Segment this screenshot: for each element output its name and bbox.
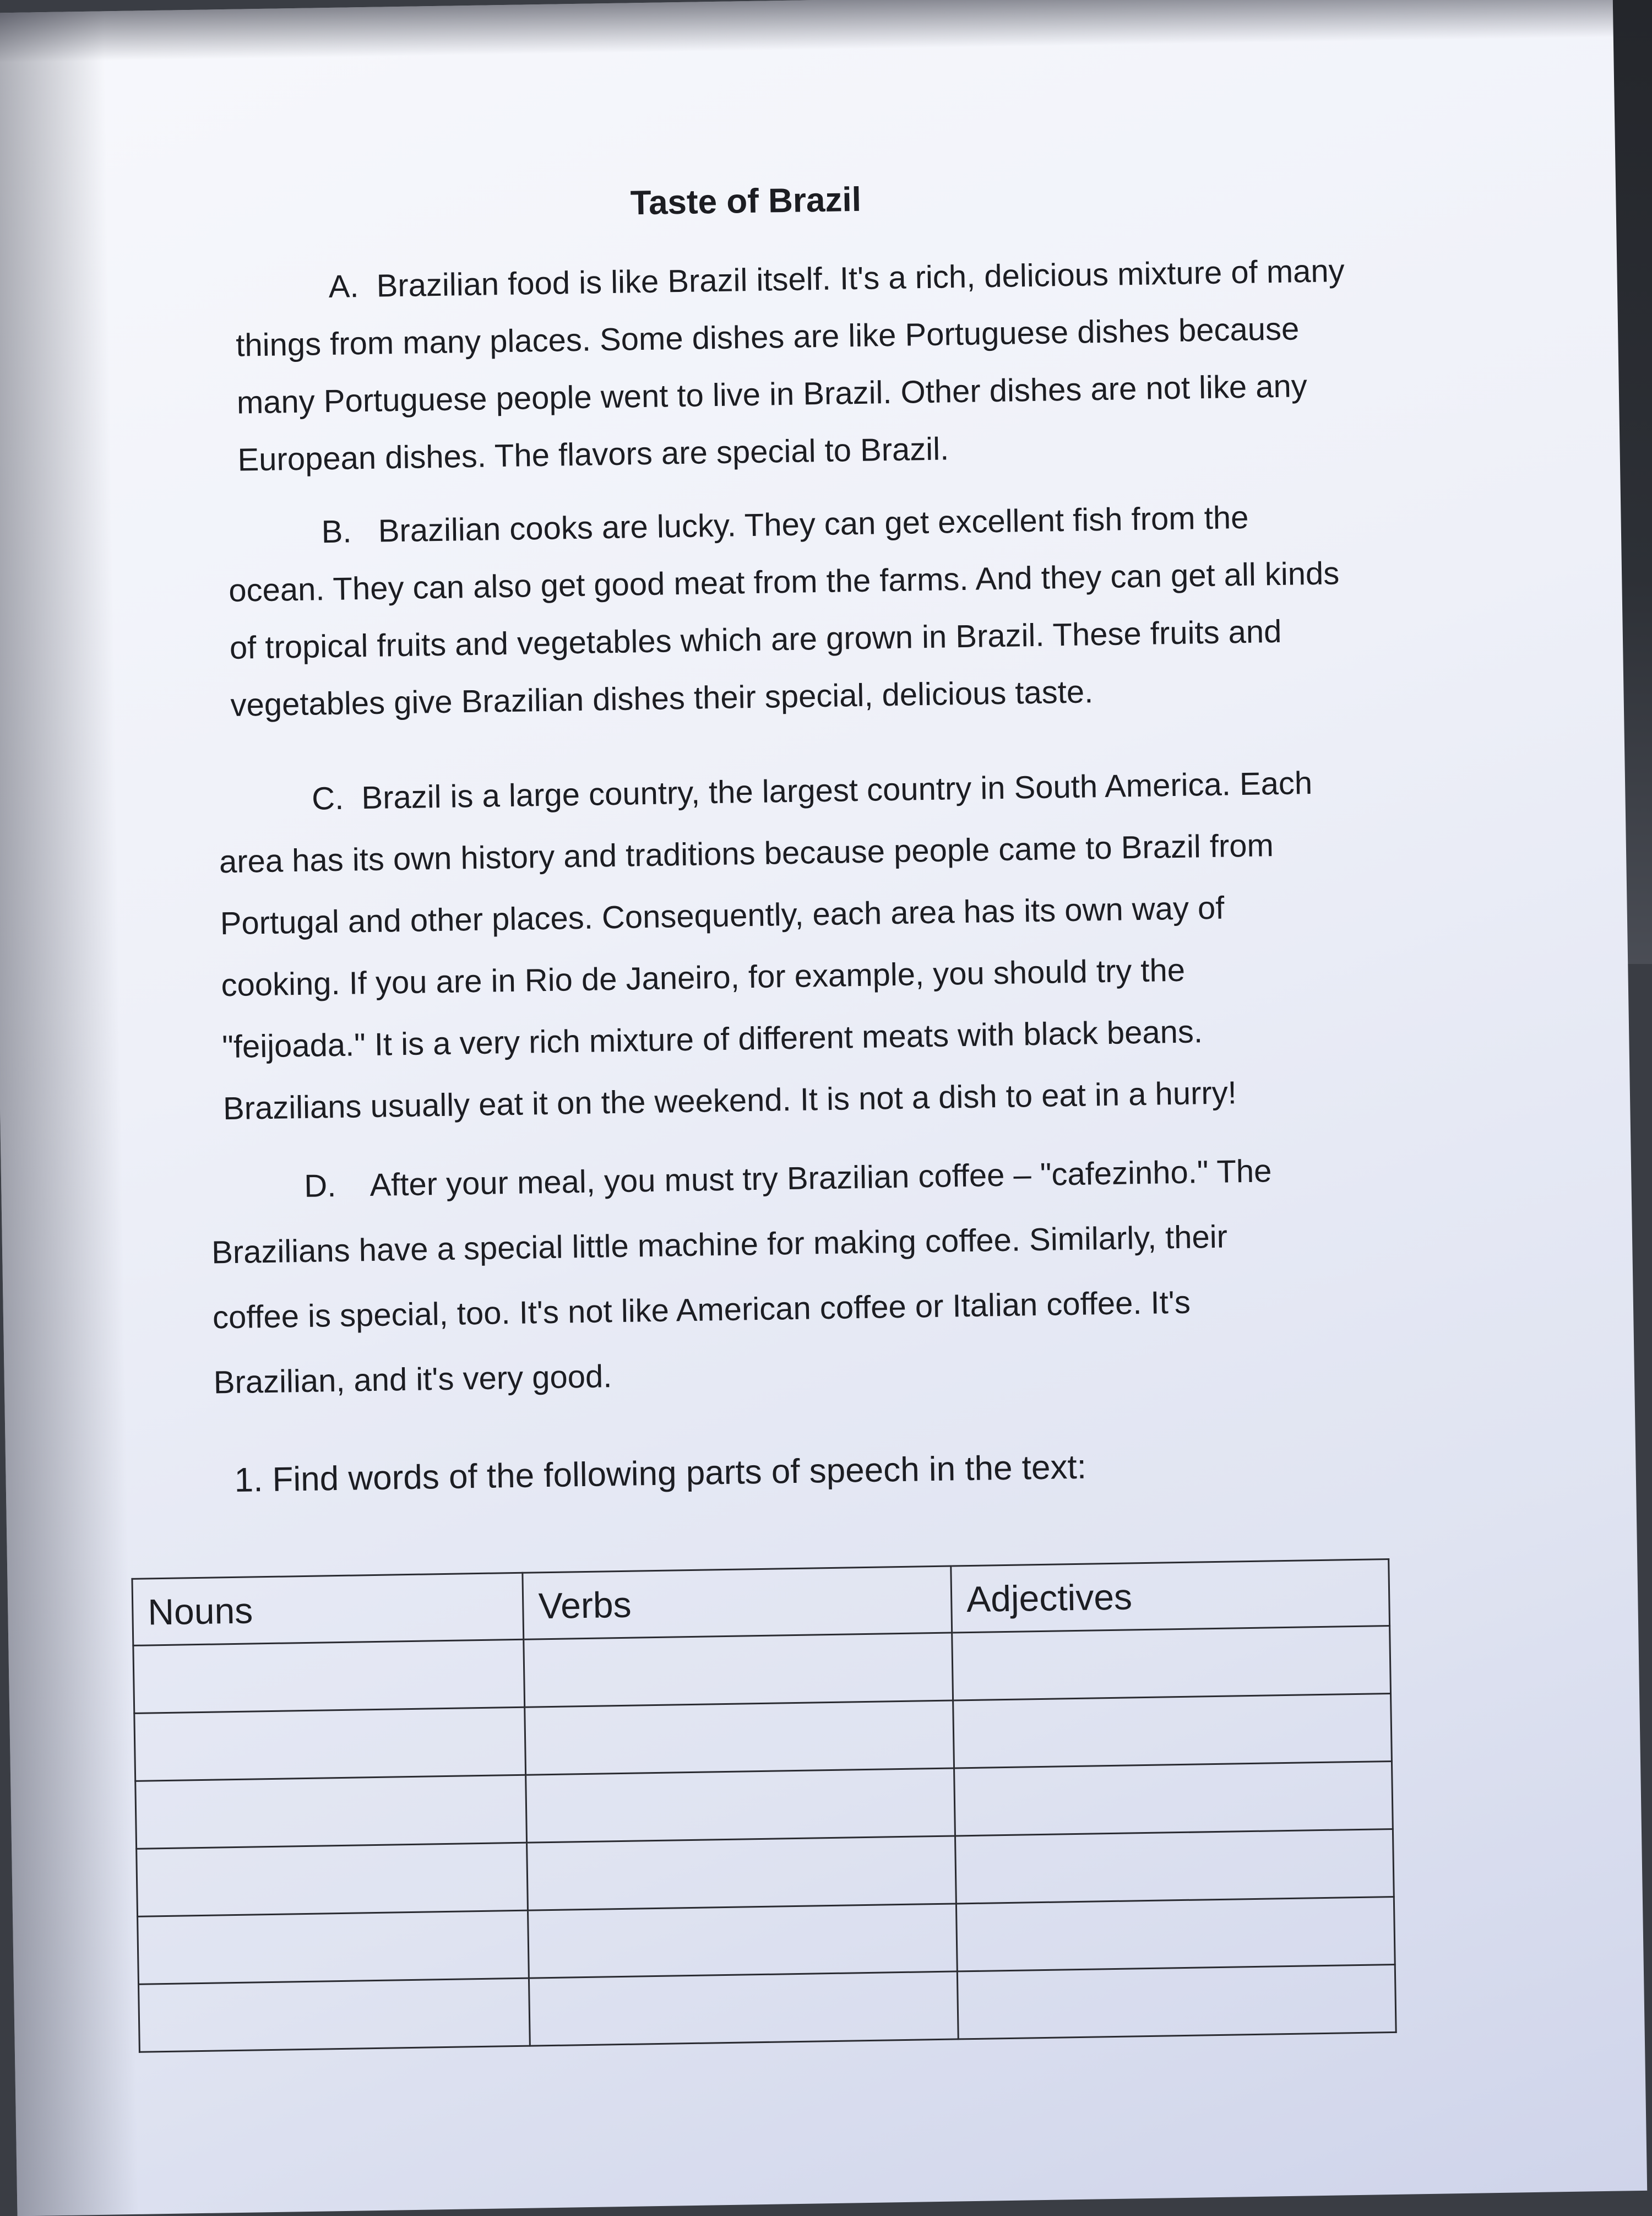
paragraph-c-line-2: area has its own history and traditions because people came to Brazil from bbox=[219, 827, 1274, 880]
paragraph-b-label: B. bbox=[321, 513, 352, 550]
paragraph-a-line-2: things from many places. Some dishes are like Portuguese dishes because bbox=[235, 311, 1300, 364]
table-body bbox=[133, 1626, 1396, 2052]
paragraph-d-line-1: D. After your meal, you must try Brazilian coffee – "cafezinho." The bbox=[303, 1153, 1272, 1204]
answer-cell-verbs[interactable] bbox=[528, 1904, 957, 1978]
header-adjectives: Adjectives bbox=[951, 1559, 1390, 1633]
paragraph-c bbox=[218, 751, 1401, 1140]
paragraph-b bbox=[227, 487, 1393, 734]
answer-cell-verbs[interactable] bbox=[526, 1768, 955, 1843]
answer-cell-nouns[interactable] bbox=[137, 1843, 528, 1916]
paragraph-c-line-6: Brazilians usually eat it on the weekend. It is not a dish to eat in a hurry! bbox=[222, 1075, 1237, 1127]
parts-of-speech-table bbox=[131, 1558, 1396, 2053]
paragraph-c-line-1: C. Brazil is a large country, the largest country in South America. Each bbox=[311, 765, 1313, 817]
worksheet-title: Taste of Brazil bbox=[630, 180, 862, 223]
answer-cell-adjectives[interactable] bbox=[953, 1694, 1392, 1768]
answer-cell-nouns[interactable] bbox=[139, 1978, 530, 2052]
paragraph-d bbox=[210, 1136, 1409, 1415]
paragraph-d-label: D. bbox=[303, 1167, 336, 1204]
sheet-shadow-top bbox=[0, 0, 1613, 63]
answer-cell-nouns[interactable] bbox=[133, 1639, 525, 1713]
paragraph-b-line-2: ocean. They can also get good meat from the farms. And they can get all kinds bbox=[228, 555, 1340, 609]
answer-cell-nouns[interactable] bbox=[138, 1910, 529, 1984]
paragraph-b-line-4: vegetables give Brazilian dishes their special, delicious taste. bbox=[230, 674, 1094, 723]
paragraph-b-line-1: B. Brazilian cooks are lucky. They can get excellent fish from the bbox=[321, 499, 1249, 550]
answer-cell-adjectives[interactable] bbox=[955, 1829, 1394, 1903]
answer-cell-nouns[interactable] bbox=[135, 1775, 527, 1849]
paragraph-c-line-3: Portugal and other places. Consequently, each area has its own way of bbox=[220, 890, 1225, 942]
paragraph-c-label: C. bbox=[311, 780, 344, 817]
paragraph-a-label: A. bbox=[328, 268, 359, 305]
paragraph-d-line-4: Brazilian, and it's very good. bbox=[213, 1358, 612, 1401]
answer-cell-adjectives[interactable] bbox=[954, 1762, 1393, 1836]
answer-cell-adjectives[interactable] bbox=[957, 1964, 1396, 2039]
answer-cell-verbs[interactable] bbox=[524, 1633, 953, 1707]
paragraph-a-line-3: many Portuguese people went to live in Brazil. Other dishes are not like any bbox=[236, 368, 1308, 421]
answer-cell-verbs[interactable] bbox=[525, 1700, 954, 1775]
answer-cell-verbs[interactable] bbox=[529, 1971, 958, 2046]
paragraph-a bbox=[235, 242, 1389, 489]
exercise-question: 1. Find words of the following parts of speech in the text: bbox=[234, 1448, 1087, 1499]
paragraph-c-line-4: cooking. If you are in Rio de Janeiro, for example, you should try the bbox=[221, 952, 1186, 1004]
paragraph-c-line-5: "feijoada." It is a very rich mixture of different meats with black beans. bbox=[221, 1014, 1203, 1065]
header-nouns: Nouns bbox=[132, 1573, 524, 1645]
paragraph-b-line-3: of tropical fruits and vegetables which are grown in Brazil. These fruits and bbox=[229, 613, 1282, 666]
header-verbs: Verbs bbox=[523, 1566, 952, 1639]
paragraph-a-line-4: European dishes. The flavors are special to Brazil. bbox=[237, 431, 949, 478]
paragraph-d-line-2: Brazilians have a special little machine for making coffee. Similarly, their bbox=[211, 1218, 1228, 1271]
paragraph-a-line-1: A. Brazilian food is like Brazil itself. It's a rich, delicious mixture of many bbox=[328, 253, 1345, 305]
answer-cell-adjectives[interactable] bbox=[952, 1626, 1391, 1700]
paragraph-d-line-3: coffee is special, too. It's not like American coffee or Italian coffee. It's bbox=[212, 1284, 1191, 1336]
sheet-shadow-left bbox=[0, 11, 139, 2216]
answer-cell-adjectives[interactable] bbox=[956, 1897, 1395, 1971]
answer-cell-nouns[interactable] bbox=[134, 1707, 526, 1781]
answer-cell-verbs[interactable] bbox=[527, 1836, 956, 1910]
